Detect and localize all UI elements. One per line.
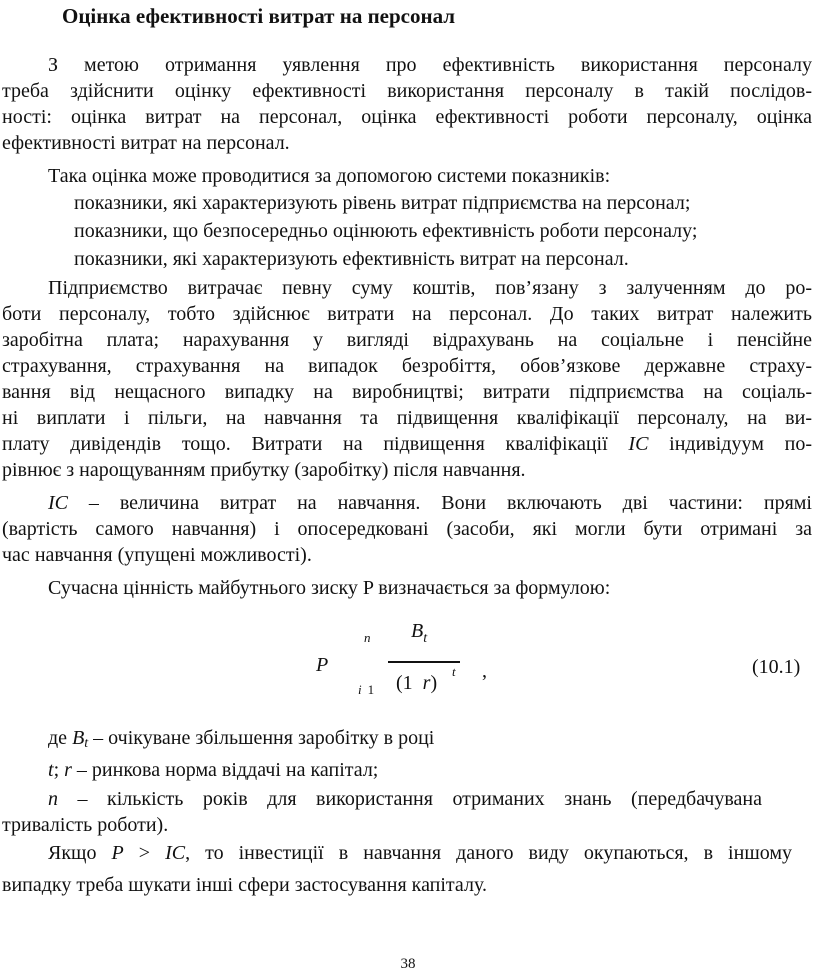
- formula-number: (10.1): [752, 656, 801, 678]
- formula-comma: ,: [482, 660, 487, 682]
- paragraph-line: страхування, страхування на випадок безробіття, обов’язкове державне страху-: [2, 355, 812, 377]
- list-item: показники, які характеризують ефективність витрат на персонал.: [74, 248, 629, 270]
- formula-sum-upper: n: [364, 630, 371, 645]
- paragraph-line: треба здійснити оцінку ефективності використання персоналу в такій послідов-: [2, 80, 812, 102]
- paragraph-line: час навчання (упущені можливості).: [2, 544, 312, 566]
- formula-denominator: (1 r): [396, 672, 438, 694]
- paragraph-line: ні виплати і пільги, на навчання та підвищення кваліфікації персоналу, на ви-: [2, 407, 812, 429]
- paragraph-2: Така оцінка може проводитися за допомогою системи показників:: [48, 165, 611, 187]
- formula-P: P: [316, 654, 329, 676]
- paragraph-line: З метою отримання уявлення про ефективність використання персоналу: [48, 54, 812, 76]
- paragraph-1: [2, 52, 812, 156]
- list-item: показники, що безпосередньо оцінюють ефективність роботи персоналу;: [74, 220, 698, 242]
- paragraph-line: плату дивідендів тощо. Витрати на підвищення кваліфікації IC індивідуум по-: [2, 433, 812, 455]
- paragraph-line: вання від нещасного випадку на виробництві; витрати підприємства на соціаль-: [2, 381, 812, 403]
- paragraph-line: (вартість самого навчання) і опосередковані (засоби, які могли бути отримані за: [2, 518, 812, 540]
- definition-n: [2, 786, 762, 838]
- formula-numerator: $B_t$: [411, 620, 428, 646]
- paragraph-4: [2, 490, 812, 568]
- paragraph-line: ефективності витрат на персонал.: [2, 132, 290, 154]
- definition-t-r: t; r – ринкова норма віддачі на капітал;: [48, 759, 379, 781]
- list-item: показники, які характеризують рівень витрат підприємства на персонал;: [74, 192, 691, 214]
- paragraph-line: тривалість роботи).: [2, 814, 169, 836]
- paragraph-5: Сучасна цінність майбутнього зиску P визначається за формулою:: [48, 577, 611, 599]
- paragraph-6: [2, 840, 792, 898]
- paragraph-line: Підприємство витрачає певну суму коштів, пов’язану з залученням до ро-: [48, 277, 812, 299]
- paragraph-line: рівнює з нарощуванням прибутку (заробітку) після навчання.: [2, 459, 526, 481]
- paragraph-line: Якщо P > IC, то інвестиції в навчання даного виду окупаються, в іншому: [48, 842, 792, 864]
- formula-exponent: t: [452, 664, 456, 679]
- definition-B: де Bt – очікуване збільшення заробітку в році: [48, 727, 435, 751]
- fraction-bar: [388, 661, 460, 663]
- formula-sum-lower: i 1: [358, 682, 375, 697]
- page-number: 38: [400, 956, 416, 972]
- section-title: Оцінка ефективності витрат на персонал: [62, 4, 456, 28]
- paragraph-line: боти персоналу, тобто здійснює витрати на персонал. До таких витрат належить: [2, 303, 812, 325]
- paragraph-line: IC – величина витрат на навчання. Вони включають дві частини: прямі: [48, 492, 812, 514]
- paragraph-line: n – кількість років для використання отриманих знань (передбачувана: [48, 788, 762, 810]
- paragraph-line: заробітна плата; нарахування у вигляді відрахувань на соціальне і пенсійне: [2, 329, 812, 351]
- paragraph-line: випадку треба шукати інші сфери застосування капіталу.: [2, 874, 487, 896]
- paragraph-line: ності: оцінка витрат на персонал, оцінка ефективності роботи персоналу, оцінка: [2, 106, 812, 128]
- paragraph-3: [2, 275, 812, 483]
